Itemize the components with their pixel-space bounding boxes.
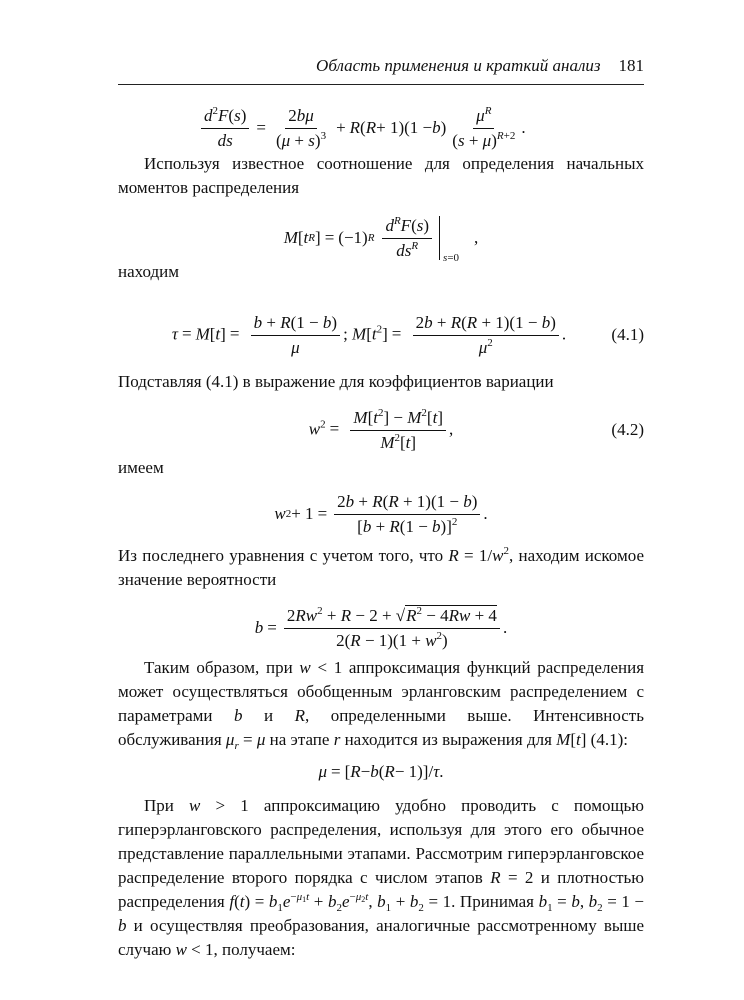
equation-number-4-2: (4.2): [611, 420, 644, 439]
equation-b: b = $\frac{2Rw^2 + R - 2 + √R^2 - 4Rw + 4}{2(R - 1)(1 + w^2)}$ .: [254, 604, 508, 650]
equation-4-1: τ = M[t] = $\frac{b + R(1 - b)}{\mu}$ ; $M[t^2]$ = $\frac{2b + R(R + 1)(1 - b)}{\mu^2}$ . (4.1): [171, 312, 644, 357]
equation-number-4-1: (4.1): [611, 325, 644, 344]
equation-4-2: $w^2$ = $\frac{M[t^2] - M^2[t]}{M^2[t]}$ , (4.2): [308, 406, 644, 452]
equation-w2-plus-1: w 2 + 1 = $\frac{2b + R(R + 1)(1 - b)}{[b + R(1 - b)]^2}$ .: [274, 491, 488, 536]
paragraph-moments-intro: Используя известное соотношение для определения начальных моментов распределения: [118, 154, 644, 197]
equation-moment: M [ t R ] = (−1) R $\frac{d^RF(s)}{ds^R}$ s=0 ,: [283, 214, 479, 264]
running-title: Область применения и краткий анализ: [316, 56, 601, 75]
paragraph-last-equation: Из последнего уравнения с учетом того, что $R = 1/w^2$, находим искомое значение вероятности: [118, 545, 644, 589]
paragraph-nakhodim: находим: [118, 262, 180, 281]
equation-mu: μ = [ R − b ( R − 1)]/ τ .: [318, 762, 444, 781]
paragraph-substituting: Подставляя (4.1) в выражение для коэффициентов вариации: [118, 372, 554, 391]
paragraph-erlang: Таким образом, при w < 1 аппроксимация функций распределения может осуществляться обобщенным эрланговским распределением с параметрами b и R, определенными выше. Интенсивность обслуживания $\mu_r = \mu$ на этапе r находится из выражения для M[t] (4.1):: [118, 658, 645, 752]
paragraph-hypererlang: При w > 1 аппроксимацию удобно проводить с помощью гиперэрланговского распределения, используя для этого его обычное представление параллельными этапами. Рассмотрим гиперэрланговское распределение второго порядка с числом этапов R = 2 и плотностью распределения $f(t) = b_1e^{-\mu_1t} + b_2e^{-\mu_2t}$, $b_1 + b_2 = 1$. Принимая $b_1 = b$, $b_2 = 1 - b$ и осуществляя преобразования, аналогичные рассмотренному выше случаю w < 1, получаем:: [118, 796, 645, 959]
paragraph-imeem: имеем: [118, 458, 164, 477]
page-number: 181: [618, 56, 644, 75]
equation-second-derivative: $\frac{d^2F(s)}{ds}$ = $\frac{2b\mu}{(\mu + s)^3}$ + R ( R + 1)(1 − b ) $\frac{\mu^R}{(s + \mu)^{R+2}}$ .: [118, 100, 644, 156]
page-header: [118, 56, 644, 85]
